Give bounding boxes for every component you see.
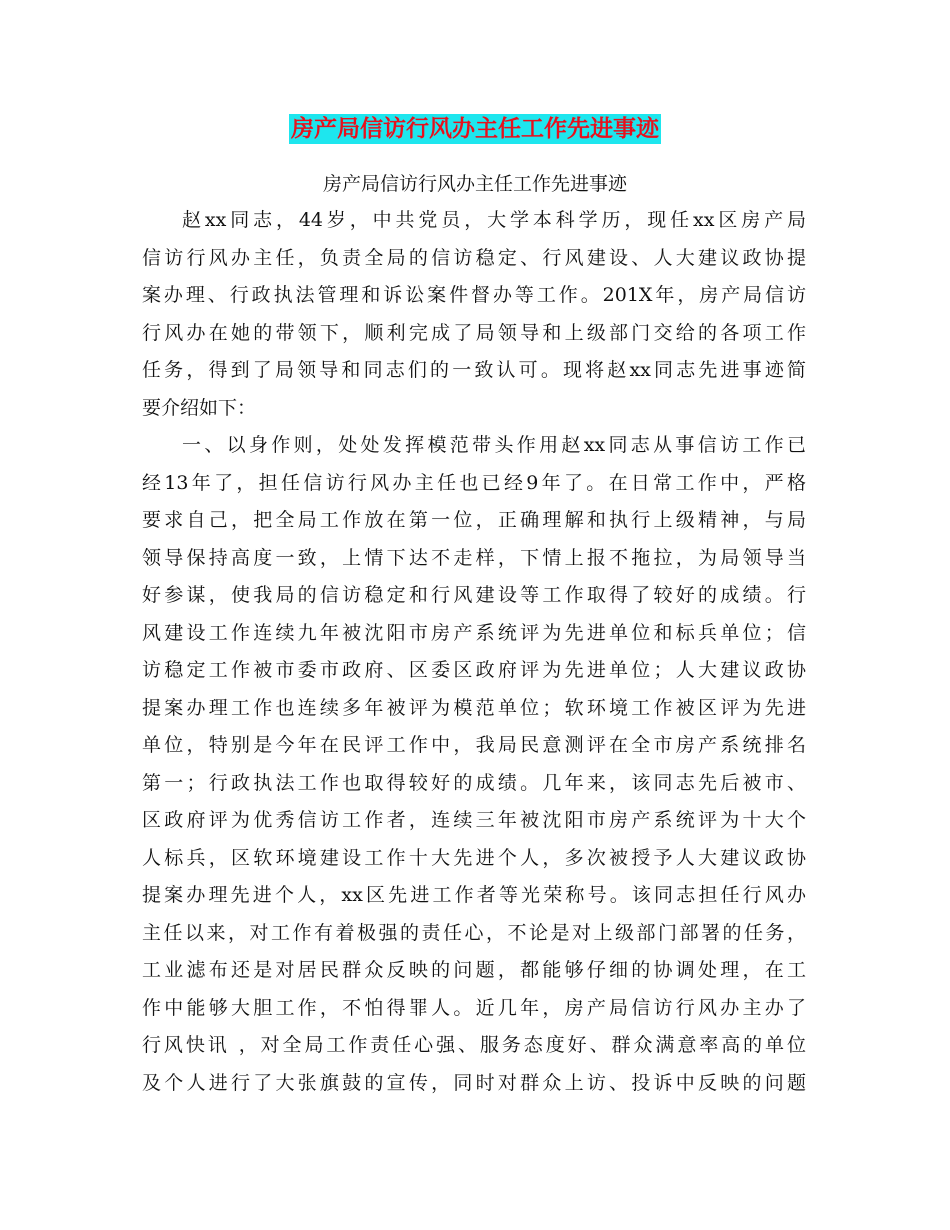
paragraph-line: 经13年了，担任信访行风办主任也已经9年了。在日常工作中，严格 — [142, 471, 806, 494]
paragraph-line: 好参谋，使我局的信访稳定和行风建设等工作取得了较好的成绩。行 — [142, 584, 806, 606]
paragraph-line: 案办理、行政执法管理和诉讼案件督办等工作。201X年，房产局信访 — [142, 284, 806, 306]
document-subtitle: 房产局信访行风办主任工作先进事迹 — [322, 173, 627, 195]
paragraph-line: 要求自己，把全局工作放在第一位，正确理解和执行上级精神，与局 — [142, 509, 806, 531]
paragraph-line: 区政府评为优秀信访工作者，连续三年被沈阳市房产系统评为十大个 — [142, 809, 806, 831]
paragraph-line: 行风快讯 ，对全局工作责任心强、服务态度好、群众满意率高的单位 — [142, 1034, 806, 1056]
paragraph-line: 行风办在她的带领下，顺利完成了局领导和上级部门交给的各项工作 — [142, 321, 806, 344]
paragraph-line: 风建设工作连续九年被沈阳市房产系统评为先进单位和标兵单位；信 — [142, 621, 806, 644]
paragraph-line: 单位，特别是今年在民评工作中，我局民意测评在全市房产系统排名 — [142, 734, 806, 756]
paragraph-line: 提案办理先进个人，xx区先进工作者等光荣称号。该同志担任行风办 — [142, 884, 806, 906]
paragraph-line: 及个人进行了大张旗鼓的宣传，同时对群众上访、投诉中反映的问题 — [142, 1071, 806, 1094]
document-title: 房产局信访行风办主任工作先进事迹 — [291, 115, 659, 142]
paragraph-line: 主任以来，对工作有着极强的责任心，不论是对上级部门部署的任务， — [142, 921, 806, 944]
paragraph-line: 领导保持高度一致，上情下达不走样，下情上报不拖拉，为局领导当 — [142, 546, 806, 569]
paragraph-line: 任务，得到了局领导和同志们的一致认可。现将赵xx同志先进事迹简 — [142, 359, 806, 381]
paragraph-line: 访稳定工作被市委市政府、区委区政府评为先进单位；人大建议政协 — [142, 659, 806, 681]
document-body — [142, 202, 806, 1102]
paragraph-line: 一、以身作则，处处发挥模范带头作用赵xx同志从事信访工作已 — [182, 434, 806, 456]
paragraph-line: 人标兵，区软环境建设工作十大先进个人，多次被授予人大建议政协 — [142, 846, 806, 869]
paragraph-line: 工业滤布还是对居民群众反映的问题，都能够仔细的协调处理，在工 — [142, 959, 806, 981]
paragraph-line: 第一；行政执法工作也取得较好的成绩。几年来，该同志先后被市、 — [142, 771, 806, 794]
paragraph-line: 作中能够大胆工作，不怕得罪人。近几年，房产局信访行风办主办了 — [142, 996, 806, 1019]
paragraph-line: 信访行风办主任，负责全局的信访稳定、行风建设、人大建议政协提 — [142, 246, 806, 269]
paragraph-line: 要介绍如下： — [142, 396, 257, 419]
paragraph-line: 赵xx同志，44岁，中共党员，大学本科学历，现任xx区房产局 — [182, 209, 806, 231]
paragraph-line: 提案办理工作也连续多年被评为模范单位；软环境工作被区评为先进 — [142, 696, 806, 719]
title-container — [0, 114, 950, 144]
